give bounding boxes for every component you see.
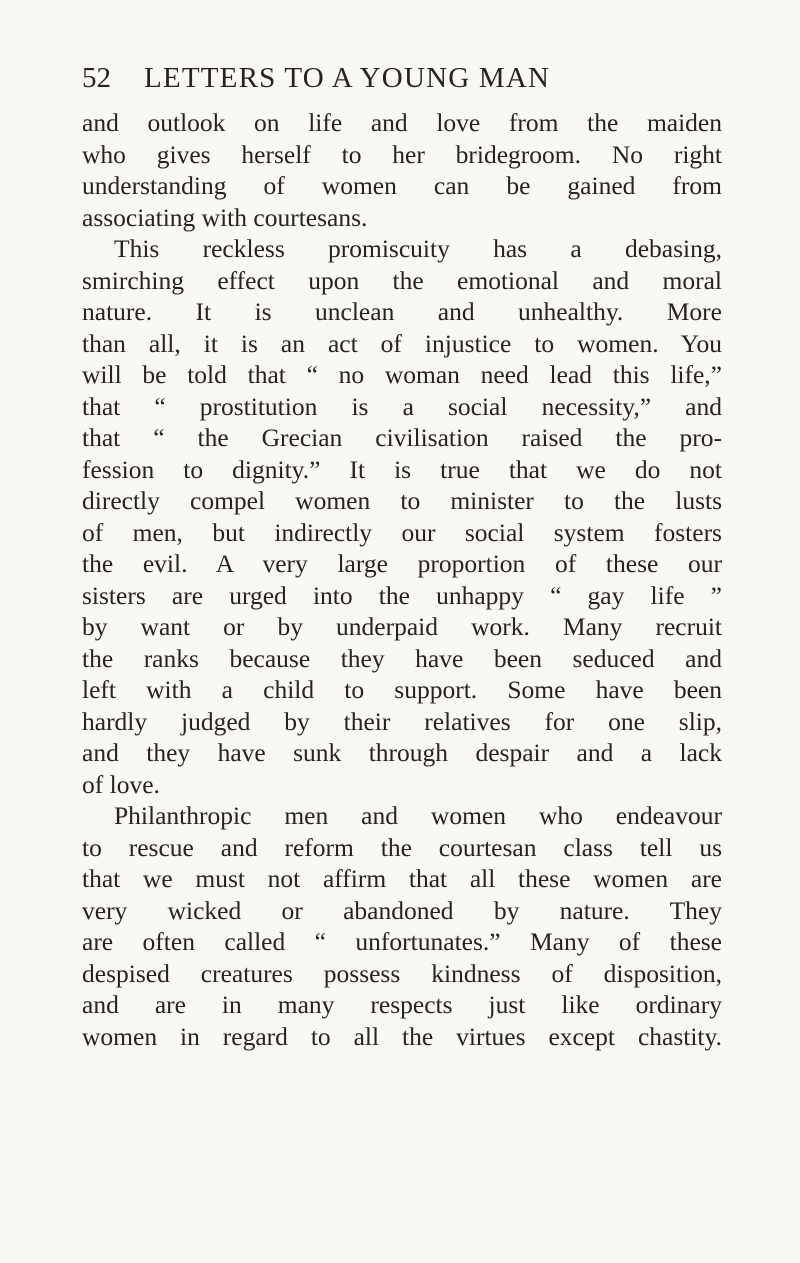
text-line: that “ the Grecian civilisation raised the pro- [82,423,722,452]
text-line: smirching effect upon the emotional and moral [82,265,722,295]
text-line: and they have sunk through despair and a lack [82,738,722,767]
page-number: 52 [82,62,111,94]
text-line: very wicked or abandoned by nature. They [82,895,722,925]
text-line: that we must not affirm that all these women are [82,864,722,893]
text-line: This reckless promiscuity has a debasing, [114,234,722,263]
text-line: Philanthropic men and women who endeavour [114,801,722,830]
text-line: left with a child to support. Some have been [82,675,722,704]
text-line: women in regard to all the virtues except chastity. [82,1021,722,1051]
text-line: sisters are urged into the unhappy “ gay life ” [82,580,722,610]
running-head [82,56,722,100]
text-line: of men, but indirectly our social system fosters [82,517,722,547]
text-line: the ranks because they have been seduced and [82,643,722,673]
text-line: hardly judged by their relatives for one slip, [82,706,722,736]
text-line: understanding of women can be gained from [82,171,722,200]
text-line: will be told that “ no woman need lead this life,” [82,360,722,389]
text-line: who gives herself to her bridegroom. No right [82,139,722,169]
text-line: of love. [82,769,160,799]
text-line: nature. It is unclean and unhealthy. More [82,297,722,326]
text-line: and are in many respects just like ordinary [82,990,722,1019]
text-line: associating with courtesans. [82,202,368,232]
text-line: and outlook on life and love from the maiden [82,108,722,137]
text-line: than all, it is an act of injustice to women. You [82,328,722,358]
text-line: that “ prostitution is a social necessity,” and [82,391,722,421]
running-title: LETTERS TO A YOUNG MAN [144,62,551,94]
text-line: despised creatures possess kindness of disposition, [82,958,722,988]
text-line: to rescue and reform the courtesan class tell us [82,832,722,862]
text-line: are often called “ unfortunates.” Many of these [82,927,722,956]
text-line: fession to dignity.” It is true that we do not [82,454,722,484]
text-line: the evil. A very large proportion of these our [82,549,722,578]
text-line: by want or by underpaid work. Many recruit [82,612,722,641]
text-line: directly compel women to minister to the lusts [82,486,722,515]
body-text [82,107,722,1052]
